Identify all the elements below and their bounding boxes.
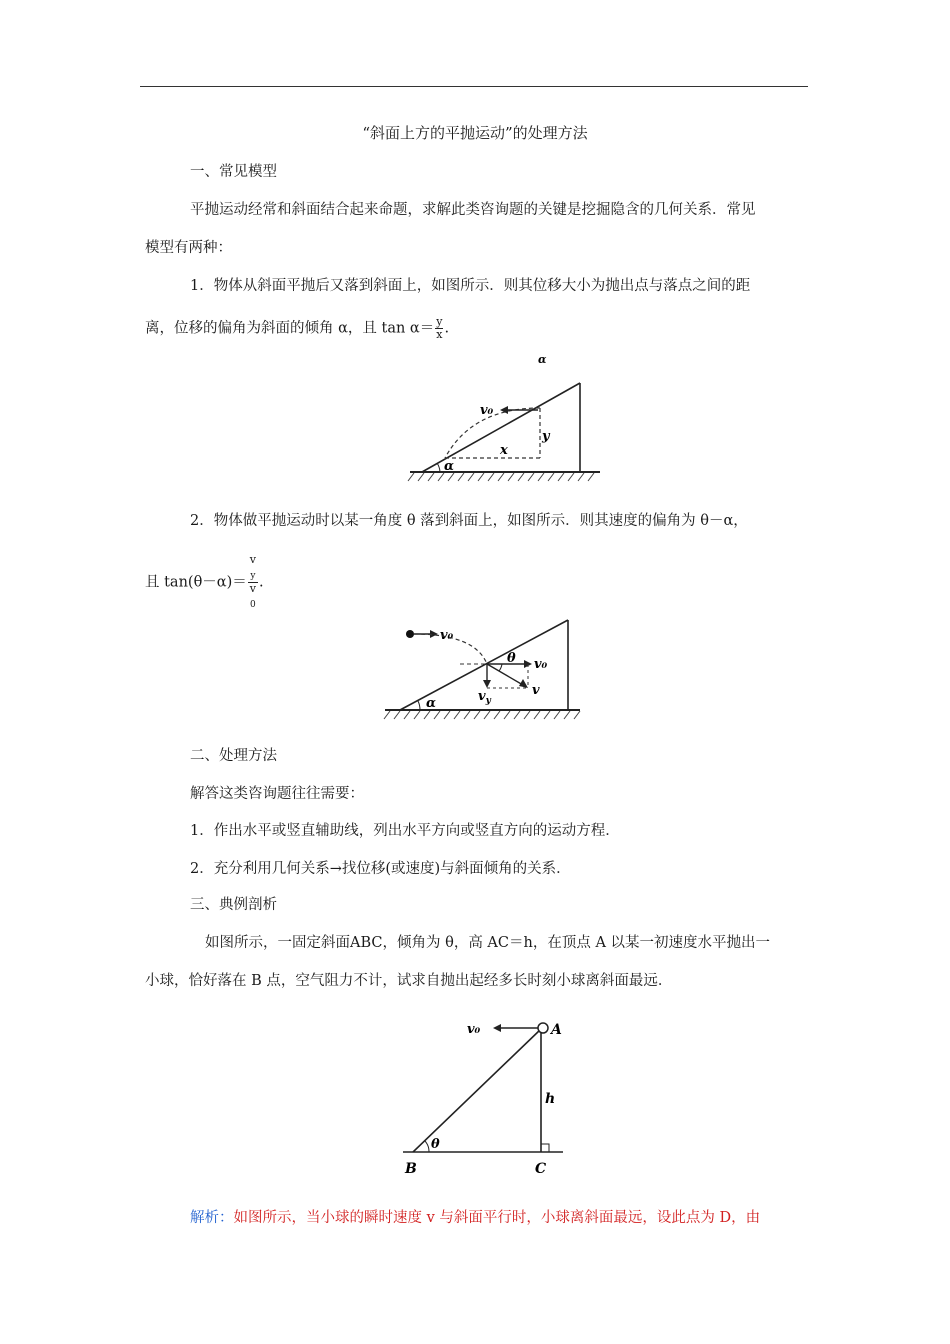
header-rule bbox=[140, 86, 808, 87]
item2-frac-den-base: v bbox=[249, 582, 256, 596]
section2-step2: 2．充分利用几何关系→找位移(或速度)与斜面倾角的关系． bbox=[190, 861, 571, 877]
section2-step1: 1．作出水平或竖直辅助线，列出水平方向或竖直方向的运动方程． bbox=[190, 823, 620, 839]
figure1-label-v0: v₀ bbox=[480, 403, 494, 418]
item1-line1: 1．物体从斜面平抛后又落到斜面上，如图所示．则其位移大小为抛出点与落点之间的距 bbox=[190, 278, 751, 294]
item2-line1: 2．物体做平抛运动时以某一角度 θ 落到斜面上，如图所示．则其速度的偏角为 θ－α， bbox=[190, 513, 748, 529]
section3-problem-line1: 如图所示，一固定斜面ABC，倾角为 θ，高 AC＝h，在顶点 A 以某一初速度水平抛出一 bbox=[205, 935, 771, 951]
item2-line2 bbox=[145, 554, 264, 611]
figure2-label-vy-sub: y bbox=[485, 696, 491, 706]
figure2-v0-top-arrowhead bbox=[430, 630, 438, 638]
item2-frac-num-base: v bbox=[249, 553, 256, 566]
figure2-label-alpha: α bbox=[426, 696, 437, 711]
figure2-ball bbox=[406, 630, 414, 638]
figure2-label-vy-base: v bbox=[478, 689, 486, 704]
figure2-hatching bbox=[384, 711, 580, 719]
analysis-paragraph bbox=[190, 1208, 760, 1228]
item2-line2-prefix: 且 tan(θ－α)＝ bbox=[145, 574, 247, 591]
item2-line2-suffix: . bbox=[258, 574, 264, 591]
figure1-hatching bbox=[408, 473, 594, 481]
item2-frac-num bbox=[248, 554, 258, 583]
figure3-ball bbox=[538, 1023, 548, 1033]
figure3-label-h: h bbox=[545, 1091, 556, 1107]
item2-frac-num-sub: y bbox=[250, 571, 256, 582]
section3-problem-line2: 小球，恰好落在 B 点，空气阻力不计，试求自抛出起经多长时刻小球离斜面最远． bbox=[145, 973, 673, 989]
analysis-text: 如图所示，当小球的瞬时速度 v 与斜面平行时，小球离斜面最远，设此点为 D，由 bbox=[233, 1210, 761, 1226]
figure3-label-v0: v₀ bbox=[467, 1022, 481, 1037]
figure2-incline-velocity bbox=[380, 612, 595, 722]
figure3-label-b: B bbox=[405, 1161, 417, 1177]
figure1-label-alpha: α bbox=[444, 459, 455, 474]
figure2-alpha-arc bbox=[418, 701, 420, 710]
item1-frac-den: x bbox=[436, 328, 443, 341]
section3-heading: 三、典例剖析 bbox=[190, 897, 277, 913]
figure3-label-a: A bbox=[551, 1022, 562, 1038]
figure2-theta-arc bbox=[499, 664, 502, 671]
figure3-theta-arc bbox=[425, 1141, 429, 1152]
figure2-label-v0-right: v₀ bbox=[534, 657, 548, 672]
item2-fraction bbox=[248, 554, 258, 611]
section2-intro: 解答这类咨询题往往需要： bbox=[190, 786, 364, 802]
figure2-vy-arrowhead bbox=[483, 680, 491, 688]
item1-line2-prefix: 离，位移的偏角为斜面的倾角 α，且 tan α＝ bbox=[145, 320, 435, 337]
figure1-label-y: y bbox=[542, 429, 550, 444]
figure1-incline-displacement bbox=[400, 350, 605, 490]
item1-frac-num: y bbox=[436, 315, 443, 328]
item1-line2 bbox=[145, 316, 449, 341]
figure1-alpha-arc bbox=[437, 463, 440, 472]
figure3-triangle-abc bbox=[395, 1015, 575, 1180]
figure2-label-v: v bbox=[532, 683, 540, 698]
figure2-label-vy bbox=[478, 689, 492, 706]
page-title: “斜面上方的平抛运动”的处理方法 bbox=[362, 124, 588, 142]
section1-intro-line2: 模型有两种： bbox=[145, 240, 232, 256]
figure2-v-arrow bbox=[487, 664, 523, 685]
figure3-label-c: C bbox=[535, 1161, 547, 1177]
figure2-label-v0-top: v₀ bbox=[440, 628, 454, 643]
figure3-incline-ab bbox=[413, 1029, 541, 1152]
figure3-right-angle bbox=[541, 1144, 549, 1152]
item1-line2-suffix: . bbox=[444, 320, 450, 337]
figure3-label-theta: θ bbox=[431, 1137, 440, 1152]
item2-frac-den bbox=[248, 583, 258, 611]
analysis-label: 解析： bbox=[190, 1210, 234, 1226]
section1-heading: 一、常见模型 bbox=[190, 164, 277, 180]
item1-fraction bbox=[435, 316, 443, 341]
section2-heading: 二、处理方法 bbox=[190, 748, 277, 764]
figure3-v0-arrowhead bbox=[493, 1024, 501, 1032]
item2-frac-den-sub: 0 bbox=[250, 600, 256, 611]
figure2-label-theta: θ bbox=[507, 651, 516, 666]
figure1-label-x: x bbox=[500, 443, 508, 458]
figure1-corner-mark: α bbox=[538, 353, 547, 366]
section1-intro-line1: 平抛运动经常和斜面结合起来命题，求解此类咨询题的关键是挖掘隐含的几何关系．常见 bbox=[190, 202, 756, 218]
